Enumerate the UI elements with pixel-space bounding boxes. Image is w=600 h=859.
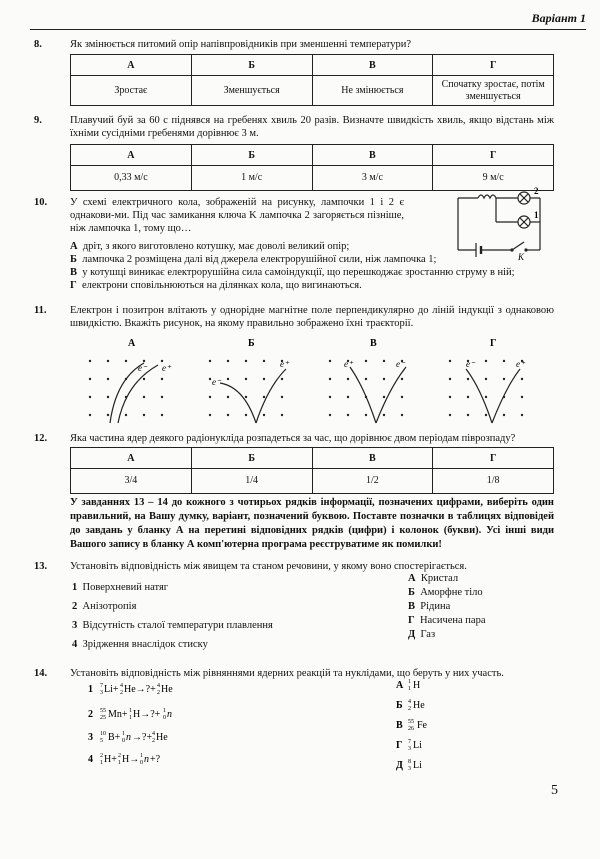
lamp-1-label: 1 [534, 210, 539, 220]
svg-text:2: 2 [152, 738, 155, 744]
svg-text:55: 55 [408, 719, 414, 725]
positron-label: e⁺ [516, 359, 525, 369]
field-dot [263, 360, 265, 362]
field-dot [107, 360, 109, 362]
field-dot [347, 414, 349, 416]
svg-text:5: 5 [100, 738, 103, 744]
field-dot [161, 414, 163, 416]
field-dot [227, 378, 229, 380]
question-number: 9. [34, 115, 42, 126]
field-dot [263, 414, 265, 416]
positron-label: e⁺ [162, 363, 171, 373]
field-dot [263, 396, 265, 398]
instructions-block: У завданнях 13 – 14 до кожного з чотирьох рядків інформації, позначених цифрами, виберіть один правильний, на Вашу думку, варіант, позначений буквою. Поставте позначки в таблицях відповідей до завдань у бланку А на перетині відповідних рядків (цифри) і колонок (букви). Усі інші види Вашого запису в бланку А комп'ютерна програма реєструватиме як помилки! [70, 497, 554, 550]
col-header: Г [433, 448, 554, 469]
field-dot [503, 378, 505, 380]
trajectory-a-2 [118, 365, 158, 423]
match-right-e: Д Газ [408, 629, 436, 640]
svg-text:55: 55 [100, 708, 106, 714]
field-dot [161, 396, 163, 398]
nuclide-b [408, 699, 425, 712]
field-dot [227, 360, 229, 362]
answer-table-9 [70, 144, 554, 191]
nuclide-e [408, 759, 422, 772]
svg-text:10: 10 [100, 731, 106, 737]
match-left-2: 2 Анізотропія [72, 601, 137, 612]
option-10-b: Б лампочка 2 розміщена далі від джерела електрорушійної сили, ніж лампочка 1; [70, 254, 437, 265]
nuclide-letter: Д [396, 760, 403, 771]
col-header: Г [433, 55, 554, 76]
question-number: 13. [34, 561, 48, 572]
nuclide-a [408, 679, 420, 692]
answer-cell: 3/4 [71, 469, 192, 494]
answer-cell: 1/8 [433, 469, 554, 494]
field-dot [521, 378, 523, 380]
field-dot [383, 360, 385, 362]
question-text: У схемі електричного кола, зображеній на рисунку, лампочки 1 і 2 є однакови-ми. Під час замикання ключа K лампочка 2 загоряється пізніше, ніж лампочка 1, тому що… [70, 197, 404, 234]
svg-text:2: 2 [408, 706, 411, 712]
answer-cell: 1/2 [312, 469, 433, 494]
page-number: 5 [551, 783, 558, 798]
svg-text:4: 4 [120, 683, 123, 689]
field-dot [281, 396, 283, 398]
electron-label: e⁻ [466, 359, 475, 369]
svg-text:2: 2 [157, 690, 160, 696]
figure-label-a: А [128, 338, 136, 349]
answer-cell: Зростає [71, 76, 192, 106]
svg-text:4: 4 [408, 699, 411, 705]
figure-label-c: В [370, 338, 377, 349]
question-number: 11. [34, 305, 47, 316]
field-dot [383, 378, 385, 380]
field-dot [263, 378, 265, 380]
svg-text:2: 2 [100, 753, 103, 759]
field-dot [347, 378, 349, 380]
header-rule [30, 29, 586, 30]
switch-label: K [518, 252, 525, 262]
svg-text:26: 26 [408, 726, 414, 732]
nuclide-c [408, 719, 428, 732]
electron-label: e⁻ [212, 377, 221, 387]
equation-number: 2 [88, 709, 93, 720]
col-header: А [71, 145, 192, 166]
answer-cell: Зменшується [191, 76, 312, 106]
field-dot [161, 378, 163, 380]
answer-table-8 [70, 54, 554, 106]
svg-text:0: 0 [122, 738, 125, 744]
svg-text:7: 7 [408, 739, 411, 745]
field-dot [449, 360, 451, 362]
match-left-3: 3 Відсутність сталої температури плавлення [72, 620, 273, 631]
col-header: Б [191, 55, 312, 76]
svg-text:3: 3 [408, 766, 411, 772]
svg-text:He: He [161, 684, 173, 695]
svg-text:1: 1 [129, 715, 132, 721]
field-dot [209, 414, 211, 416]
field-dot [467, 414, 469, 416]
equation-number: 1 [88, 684, 93, 695]
question-9 [34, 114, 554, 140]
option-10-c: В у котушці виникає електрорушійна сила самоіндукції, що перешкоджає зростанню струму в ній; [70, 267, 515, 278]
field-dot [521, 414, 523, 416]
svg-text:Li: Li [413, 740, 422, 751]
match-left-1: 1 Поверхневий натяг [72, 582, 169, 593]
svg-text:He: He [413, 700, 425, 711]
field-dot [245, 396, 247, 398]
field-dot [329, 378, 331, 380]
field-dot [521, 396, 523, 398]
svg-text:n: n [167, 709, 172, 720]
nuclide-letter: А [396, 680, 404, 691]
trajectories [110, 363, 520, 423]
question-text: Яка частина ядер деякого радіонукліда розпадеться за час, що дорівнює двом періодам піврозпаду? [70, 433, 516, 444]
nuclide-letter: В [396, 720, 403, 731]
question-number: 10. [34, 197, 48, 208]
positron-label: e⁺ [344, 359, 353, 369]
trajectory-b-electron [220, 383, 256, 423]
svg-text:7: 7 [100, 683, 103, 689]
field-dot [401, 414, 403, 416]
equation-number: 3 [88, 732, 93, 743]
match-left-4: 4 Зрідження внаслідок стиску [72, 639, 208, 650]
option-10-d: Г електрони сповільнюються на ділянках кола, що вигинаються. [70, 280, 362, 291]
field-dot [125, 360, 127, 362]
equation-number: 4 [88, 754, 93, 765]
field-dot [449, 396, 451, 398]
electron-label: e⁻ [396, 359, 405, 369]
svg-text:He→?+: He→?+ [124, 684, 156, 695]
svg-text:2: 2 [118, 753, 121, 759]
question-12 [34, 432, 554, 445]
question-text: Установіть відповідність між рівняннями ядерних реакцій та нуклідами, що беруть у них участь. [70, 668, 504, 679]
field-dot [245, 378, 247, 380]
svg-text:He: He [156, 732, 168, 743]
field-dot [107, 414, 109, 416]
nuclide-letter: Г [396, 740, 403, 751]
question-10 [34, 196, 404, 235]
nuclide-letter: Б [396, 700, 403, 711]
field-dot [143, 414, 145, 416]
match-right-c: В Рідина [408, 601, 451, 612]
field-dot [383, 414, 385, 416]
svg-text:→?+: →?+ [132, 732, 153, 743]
answer-cell: 1/4 [191, 469, 312, 494]
svg-text:25: 25 [100, 715, 106, 721]
svg-text:Li: Li [413, 760, 422, 771]
answer-cell: 0,33 м/с [71, 166, 192, 191]
col-header: Г [433, 145, 554, 166]
svg-text:H+: H+ [104, 754, 117, 765]
svg-text:1: 1 [408, 686, 411, 692]
field-dot [401, 378, 403, 380]
field-dot [347, 396, 349, 398]
trajectory-d-1 [466, 369, 492, 423]
field-dot [401, 396, 403, 398]
question-number: 8. [34, 39, 42, 50]
svg-text:H→: H→ [122, 754, 140, 765]
field-dot [209, 360, 211, 362]
col-header: Б [191, 448, 312, 469]
figure-label-d: Г [490, 338, 497, 349]
svg-text:4: 4 [157, 683, 160, 689]
svg-text:1: 1 [118, 760, 121, 766]
field-dot [467, 378, 469, 380]
svg-text:1: 1 [140, 753, 143, 759]
col-header: Б [191, 145, 312, 166]
field-dot [329, 360, 331, 362]
electron-label: e⁻ [138, 363, 147, 373]
svg-text:B+: B+ [108, 732, 121, 743]
field-dot [365, 378, 367, 380]
svg-text:1: 1 [100, 760, 103, 766]
svg-text:0: 0 [163, 715, 166, 721]
answer-cell: 9 м/с [433, 166, 554, 191]
field-dot [485, 396, 487, 398]
trajectory-d-2 [492, 369, 520, 423]
match-right-d: Г Насичена пара [408, 615, 486, 626]
field-dot [245, 414, 247, 416]
svg-text:+?: +? [150, 754, 161, 765]
variant-label: Варіант 1 [531, 11, 586, 25]
field-dots [89, 360, 523, 416]
field-dot [281, 414, 283, 416]
equation-2 [100, 708, 172, 721]
lamp-2-label: 2 [534, 186, 539, 196]
svg-text:1: 1 [129, 708, 132, 714]
col-header: В [312, 55, 433, 76]
circuit-diagram [450, 186, 550, 262]
svg-text:4: 4 [152, 731, 155, 737]
answer-cell: 3 м/с [312, 166, 433, 191]
field-dot [107, 396, 109, 398]
answer-table-12 [70, 447, 554, 494]
svg-text:n: n [144, 754, 149, 765]
svg-text:1: 1 [163, 708, 166, 714]
figure-label-b: Б [248, 338, 255, 349]
field-dot [485, 378, 487, 380]
field-dot [329, 414, 331, 416]
svg-text:3: 3 [408, 746, 411, 752]
col-header: А [71, 448, 192, 469]
field-dot [227, 414, 229, 416]
match-right-a: А Кристал [408, 573, 459, 584]
nuclide-options [396, 676, 476, 772]
answer-cell: 1 м/с [191, 166, 312, 191]
option-10-a: А дріт, з якого виготовлено котушку, має доволі великий опір; [70, 241, 350, 252]
svg-text:2: 2 [120, 690, 123, 696]
svg-text:H: H [413, 680, 421, 691]
field-dot [89, 360, 91, 362]
positron-label: e⁺ [280, 359, 289, 369]
field-dot [503, 414, 505, 416]
field-dot [329, 396, 331, 398]
svg-text:n: n [126, 732, 131, 743]
field-dot [89, 378, 91, 380]
field-dot [503, 360, 505, 362]
equation-4 [100, 753, 161, 766]
svg-text:3: 3 [100, 690, 103, 696]
question-text: Як змінюється питомий опір напівпровідників при зменшенні температури? [70, 39, 412, 50]
svg-text:1: 1 [122, 731, 125, 737]
col-header: А [71, 55, 192, 76]
col-header: В [312, 145, 433, 166]
question-11 [34, 304, 554, 330]
question-text: Установіть відповідність між явищем та станом речовини, у якому воно спостерігається. [70, 561, 467, 572]
answer-cell: Спочатку зростає, потім зменшується [433, 76, 554, 106]
question-text: Плавучий буй за 60 с піднявся на гребенях хвиль 20 разів. Визначте швидкість хвиль, якщо відстань між їхніми сусідніми гребенями дорівнює 3 м. [70, 115, 554, 139]
col-header: В [312, 448, 433, 469]
field-dot [209, 378, 211, 380]
question-text: Електрон і позитрон влітають у однорідне магнітне поле перпендикулярно до ліній індукції з однаковою швидкістю. Вкажіть рисунок, на якому правильно зображено їхні траєкторії. [70, 305, 554, 329]
field-dot [209, 396, 211, 398]
svg-text:Li+: Li+ [104, 684, 119, 695]
trajectory-figures [80, 335, 550, 425]
question-number: 12. [34, 433, 48, 444]
field-dot [89, 414, 91, 416]
field-dot [89, 396, 91, 398]
question-13 [34, 560, 554, 573]
equation-3 [100, 731, 168, 744]
field-dot [485, 414, 487, 416]
svg-text:H→?+: H→?+ [133, 709, 161, 720]
svg-text:Mn+: Mn+ [108, 709, 128, 720]
field-dot [161, 360, 163, 362]
field-dot [143, 360, 145, 362]
nuclear-equations [88, 678, 288, 768]
field-dot [383, 396, 385, 398]
field-dot [125, 414, 127, 416]
question-8 [34, 38, 554, 51]
svg-text:1: 1 [408, 679, 411, 685]
field-dot [245, 360, 247, 362]
match-right-b: Б Аморфне тіло [408, 587, 483, 598]
equation-1 [100, 683, 173, 696]
field-dot [143, 378, 145, 380]
field-dot [449, 414, 451, 416]
field-dot [107, 378, 109, 380]
field-dot [365, 360, 367, 362]
field-dot [227, 396, 229, 398]
svg-text:Fe: Fe [417, 720, 427, 731]
svg-text:0: 0 [140, 760, 143, 766]
trajectory-c-1 [350, 367, 376, 423]
field-dot [467, 396, 469, 398]
nuclide-d [408, 739, 422, 752]
field-dot [365, 414, 367, 416]
answer-cell: Не змінюється [312, 76, 433, 106]
svg-text:8: 8 [408, 759, 411, 765]
field-dot [281, 378, 283, 380]
question-number: 14. [34, 668, 48, 679]
field-dot [143, 396, 145, 398]
field-dot [485, 360, 487, 362]
field-dot [449, 378, 451, 380]
